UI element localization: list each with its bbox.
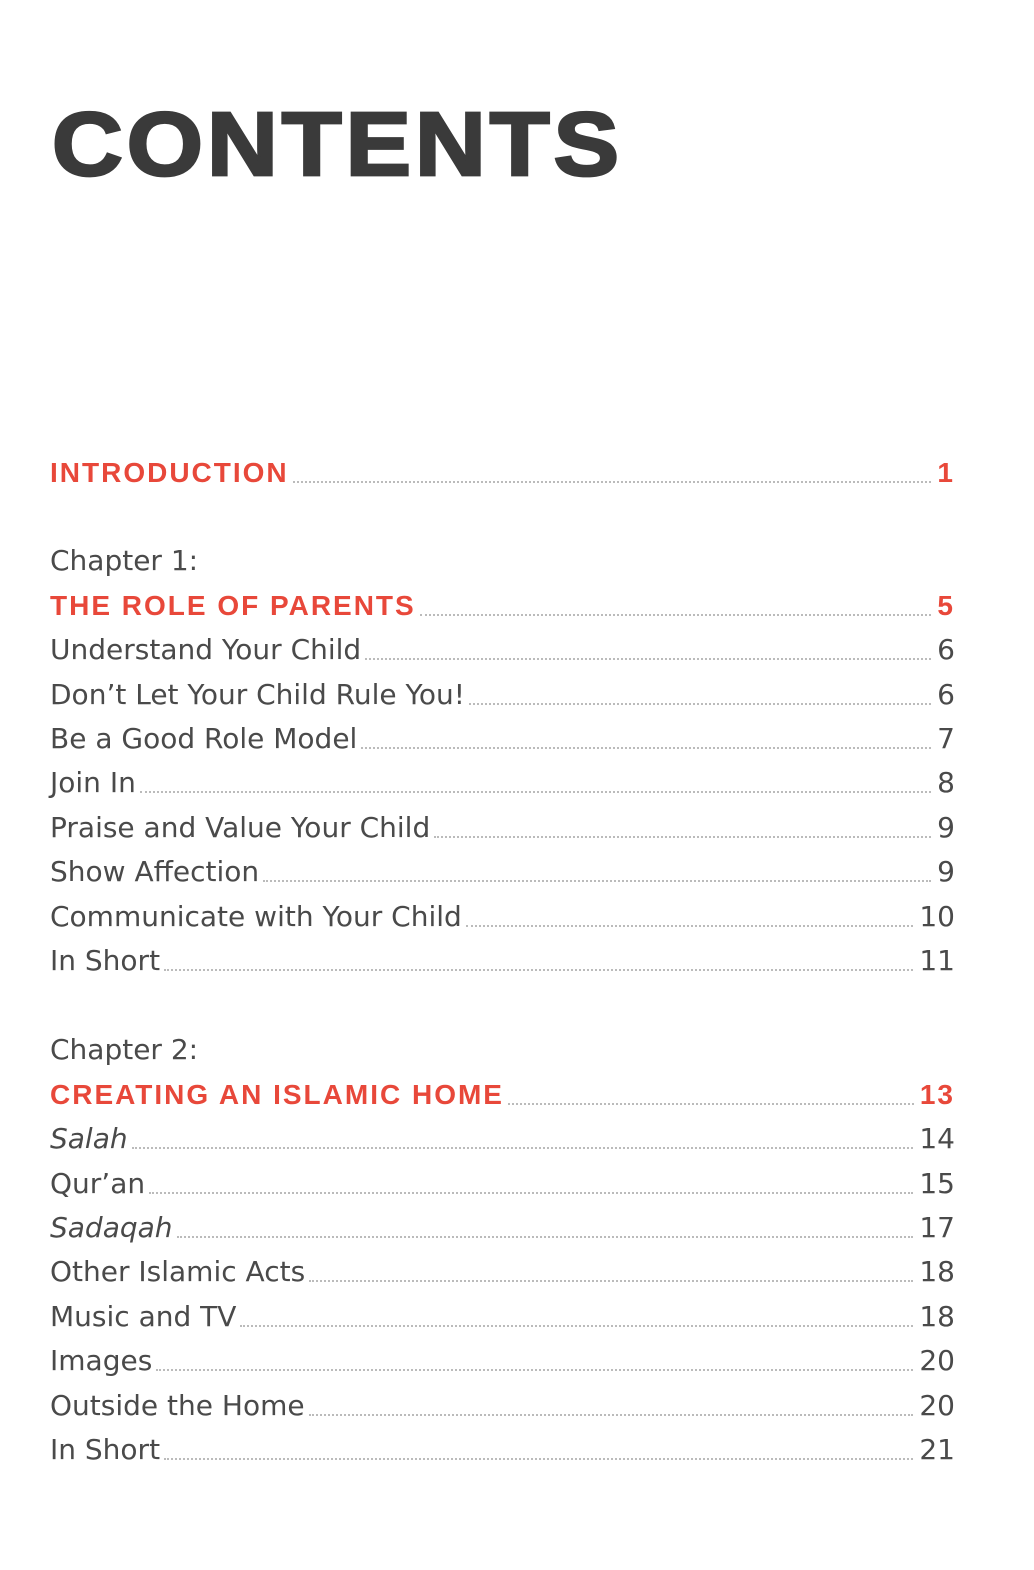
toc-entry[interactable] [50, 939, 955, 983]
toc-page-number: 18 [919, 1255, 955, 1289]
toc-heading-label: THE ROLE OF PARENTS [50, 589, 416, 621]
toc-page-number: 15 [919, 1166, 955, 1200]
dot-leader [177, 1236, 914, 1238]
dot-leader [420, 614, 932, 616]
toc-entry-label: Understand Your Child [50, 633, 362, 667]
chapter-label: Chapter 1: [50, 544, 199, 577]
toc-entry-label: Music and TV [50, 1299, 237, 1333]
toc-entry-label: In Short [50, 943, 161, 977]
toc-page-number: 14 [919, 1122, 955, 1156]
toc-entry[interactable] [50, 1428, 955, 1472]
toc-page-number: 20 [919, 1344, 955, 1378]
toc-entry[interactable] [50, 1117, 955, 1161]
toc-entry[interactable] [50, 1294, 955, 1338]
dot-leader [140, 791, 931, 793]
dot-leader [132, 1147, 914, 1149]
toc-entry[interactable] [50, 894, 955, 938]
toc-entry[interactable] [50, 717, 955, 761]
dot-leader [508, 1103, 914, 1105]
toc-entry-label: Communicate with Your Child [50, 899, 462, 933]
toc-entry-label: Other Islamic Acts [50, 1255, 306, 1289]
toc-entry[interactable] [50, 1383, 955, 1427]
toc-entry-label: Salah [50, 1122, 128, 1156]
toc-entry-label: In Short [50, 1432, 161, 1466]
toc-page-number: 7 [937, 721, 955, 755]
toc-page-number: 5 [937, 589, 955, 621]
dot-leader [469, 703, 931, 705]
toc-page-number: 8 [937, 766, 955, 800]
toc-page-number: 17 [919, 1210, 955, 1244]
dot-leader [309, 1280, 913, 1282]
dot-leader [466, 925, 914, 927]
toc-page-number: 6 [937, 677, 955, 711]
toc-entry[interactable] [50, 850, 955, 894]
toc-page-number: 9 [937, 810, 955, 844]
toc-chapter-1 [50, 539, 955, 983]
toc-entry[interactable] [50, 761, 955, 805]
toc-page-number: 13 [919, 1078, 955, 1110]
toc-entry-label: Praise and Value Your Child [50, 810, 431, 844]
toc-heading-label: INTRODUCTION [50, 457, 289, 489]
toc-heading-label: CREATING AN ISLAMIC HOME [50, 1078, 504, 1110]
toc-page-number: 21 [919, 1432, 955, 1466]
toc-entry-label: Don’t Let Your Child Rule You! [50, 677, 465, 711]
toc-introduction [50, 451, 955, 495]
dot-leader [434, 836, 931, 838]
toc-entry[interactable] [50, 805, 955, 849]
toc-chapter-heading[interactable] [50, 1072, 955, 1116]
toc-entry-label: Qur’an [50, 1166, 146, 1200]
dot-leader [309, 1414, 914, 1416]
toc-entry-label: Images [50, 1344, 153, 1378]
toc-page-number: 11 [919, 943, 955, 977]
toc-entry-label: Join In [50, 766, 136, 800]
toc-entry-label: Sadaqah [50, 1210, 173, 1244]
toc-page-number: 20 [919, 1388, 955, 1422]
dot-leader [149, 1192, 913, 1194]
toc-chapter-heading[interactable] [50, 583, 955, 627]
toc-heading-introduction[interactable] [50, 451, 955, 495]
dot-leader [361, 747, 931, 749]
toc-page-number: 18 [919, 1299, 955, 1333]
dot-leader [164, 1458, 913, 1460]
toc-entry-label: Show Affection [50, 855, 260, 889]
page-title: CONTENTS [52, 92, 623, 195]
dot-leader [293, 481, 932, 483]
toc-entry[interactable] [50, 628, 955, 672]
dot-leader [263, 880, 931, 882]
dot-leader [156, 1369, 913, 1371]
dot-leader [240, 1325, 913, 1327]
toc-page-number: 1 [937, 457, 955, 489]
toc-page-number: 6 [937, 633, 955, 667]
toc-entry[interactable] [50, 1250, 955, 1294]
toc-page-number: 9 [937, 855, 955, 889]
toc-page-number: 10 [919, 899, 955, 933]
chapter-label: Chapter 2: [50, 1033, 199, 1066]
toc-entry[interactable] [50, 1161, 955, 1205]
toc-chapter-2 [50, 1028, 955, 1472]
toc-entry[interactable] [50, 1206, 955, 1250]
toc-entry[interactable] [50, 1339, 955, 1383]
dot-leader [365, 658, 931, 660]
toc-entry-label: Outside the Home [50, 1388, 305, 1422]
dot-leader [164, 969, 913, 971]
toc-entry[interactable] [50, 672, 955, 716]
toc-entry-label: Be a Good Role Model [50, 721, 358, 755]
